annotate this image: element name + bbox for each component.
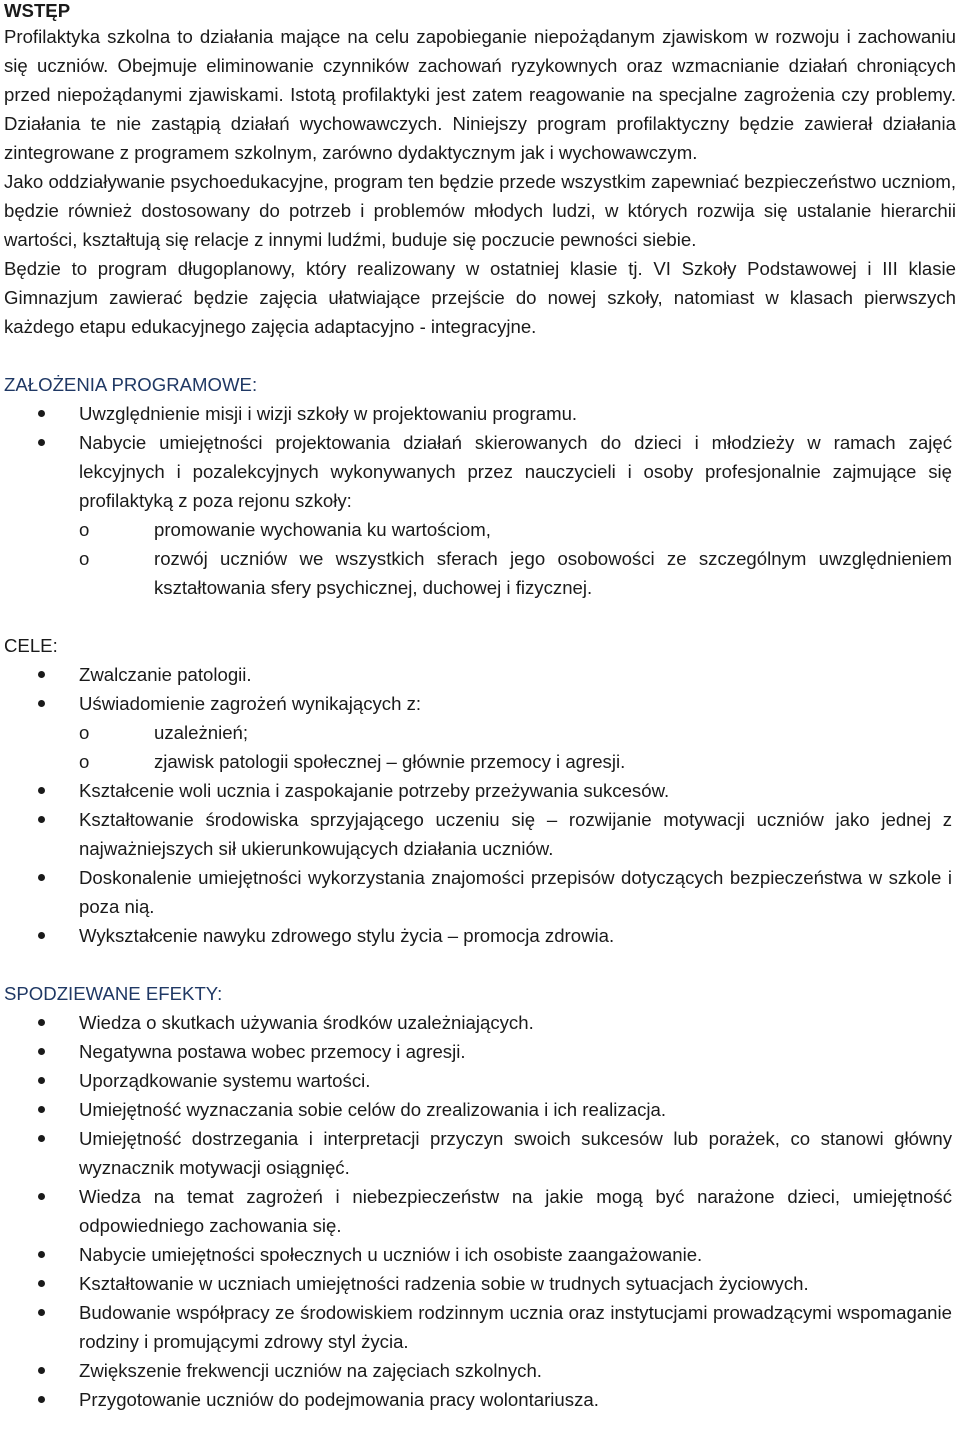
sublist-item: o promowanie wychowania ku wartościom, [79,515,952,544]
intro-paragraph-3: Będzie to program długoplanowy, który realizowany w ostatniej klasie tj. VI Szkoły Podstawowej i III klasie Gimnazjum zawierać będzie zajęcia ułatwiające przejście do nowej szkoły, natomiast w klasach pierwszych każdego etapu edukacyjnego zajęcia adaptacyjno - integracyjne. [4,258,956,337]
list-item [4,428,956,602]
section-heading-efekty: SPODZIEWANE EFEKTY: [4,983,223,1004]
sublist-item: o rozwój uczniów we wszystkich sferach jego osobowości ze szczególnym uwzględnieniem kształtowania sfery psychicznej, duchowej i fizycznej. [79,544,952,602]
list-item-text: Nabycie umiejętności projektowania działań skierowanych do dzieci i młodzieży w ramach zajęć lekcyjnych i pozalekcyjnych wykonywanych przez nauczycieli i osoby profesjonalnie zajmujące się profilaktyką z poza rejonu szkoły: [79,432,952,511]
list-item: Umiejętność wyznaczania sobie celów do zrealizowania i ich realizacja. [4,1095,956,1124]
list-item: Umiejętność dostrzegania i interpretacji przyczyn swoich sukcesów lub porażek, co stanowi główny wyznacznik motywacji osiągnięć. [4,1124,956,1182]
list-item: Doskonalenie umiejętności wykorzystania znajomości przepisów dotyczących bezpieczeństwa w szkole i poza nią. [4,863,956,921]
list-item: Zwiększenie frekwencji uczniów na zajęciach szkolnych. [4,1356,956,1385]
sublist-item: o uzależnień; [79,718,952,747]
intro-paragraph-2: Jako oddziaływanie psychoedukacyjne, program ten będzie przede wszystkim zapewniać bezpieczeństwo uczniom, będzie również dostosowany do potrzeb i problemów młodych ludzi, w których rozwija się ustalanie hierarchii wartości, kształtują się relacje z innymi ludźmi, buduje się poczucie pewności siebie. [4,171,956,250]
section-heading-zalozenia: ZAŁOŻENIA PROGRAMOWE: [4,374,258,395]
list-item: Negatywna postawa wobec przemocy i agresji. [4,1037,956,1066]
list-item: Wykształcenie nawyku zdrowego stylu życia – promocja zdrowia. [4,921,956,950]
sublist-item: o zjawisk patologii społecznej – głównie przemocy i agresji. [79,747,952,776]
spacer [4,950,956,979]
list-item: Uporządkowanie systemu wartości. [4,1066,956,1095]
list-item [4,689,956,776]
list-item: Przygotowanie uczniów do podejmowania pracy wolontariusza. [4,1385,956,1414]
efekty-list [4,1008,956,1414]
list-item: Uwzględnienie misji i wizji szkoły w projektowaniu programu. [4,399,956,428]
zalozenia-list [4,399,956,602]
list-item-text: Uświadomienie zagrożeń wynikających z: [79,693,422,714]
section-heading-cele: CELE: [4,635,58,656]
list-item: Budowanie współpracy ze środowiskiem rodzinnym ucznia oraz instytucjami prowadzącymi wspomaganie rodziny i promującymi zdrowy styl życia. [4,1298,956,1356]
spacer [4,602,956,631]
list-item: Kształtowanie środowiska sprzyjającego uczeniu się – rozwijanie motywacji uczniów jako jednej z najważniejszych sił ukierunkowujących działania uczniów. [4,805,956,863]
list-item: Nabycie umiejętności społecznych u uczniów i ich osobiste zaangażowanie. [4,1240,956,1269]
spacer [4,341,956,370]
list-item: Wiedza o skutkach używania środków uzależniających. [4,1008,956,1037]
list-item: Kształcenie woli ucznia i zaspokajanie potrzeby przeżywania sukcesów. [4,776,956,805]
list-item: Kształtowanie w uczniach umiejętności radzenia sobie w trudnych sytuacjach życiowych. [4,1269,956,1298]
list-item: Zwalczanie patologii. [4,660,956,689]
cele-list [4,660,956,950]
zalozenia-sublist [79,515,952,602]
cele-sublist [79,718,952,776]
intro-paragraph-1: Profilaktyka szkolna to działania mające na celu zapobieganie niepożądanym zjawiskom w rozwoju i zachowaniu się uczniów. Obejmuje eliminowanie czynników zachowań ryzykownych oraz wzmacnianie działań chroniących przed niepożądanymi zjawiskami. Istotą profilaktyki jest zatem reagowanie na specjalne zagrożenia czy problemy. Działania te nie zastąpią działań wychowawczych. Niniejszy program profilaktyczny będzie zawierał działania zintegrowane z programem szkolnym, zarówno dydaktycznym jak i wychowawczym. [4,26,956,163]
section-title-wstep: WSTĘP [4,0,71,21]
list-item: Wiedza na temat zagrożeń i niebezpieczeństw na jakie mogą być narażone dzieci, umiejętność odpowiedniego zachowania się. [4,1182,956,1240]
